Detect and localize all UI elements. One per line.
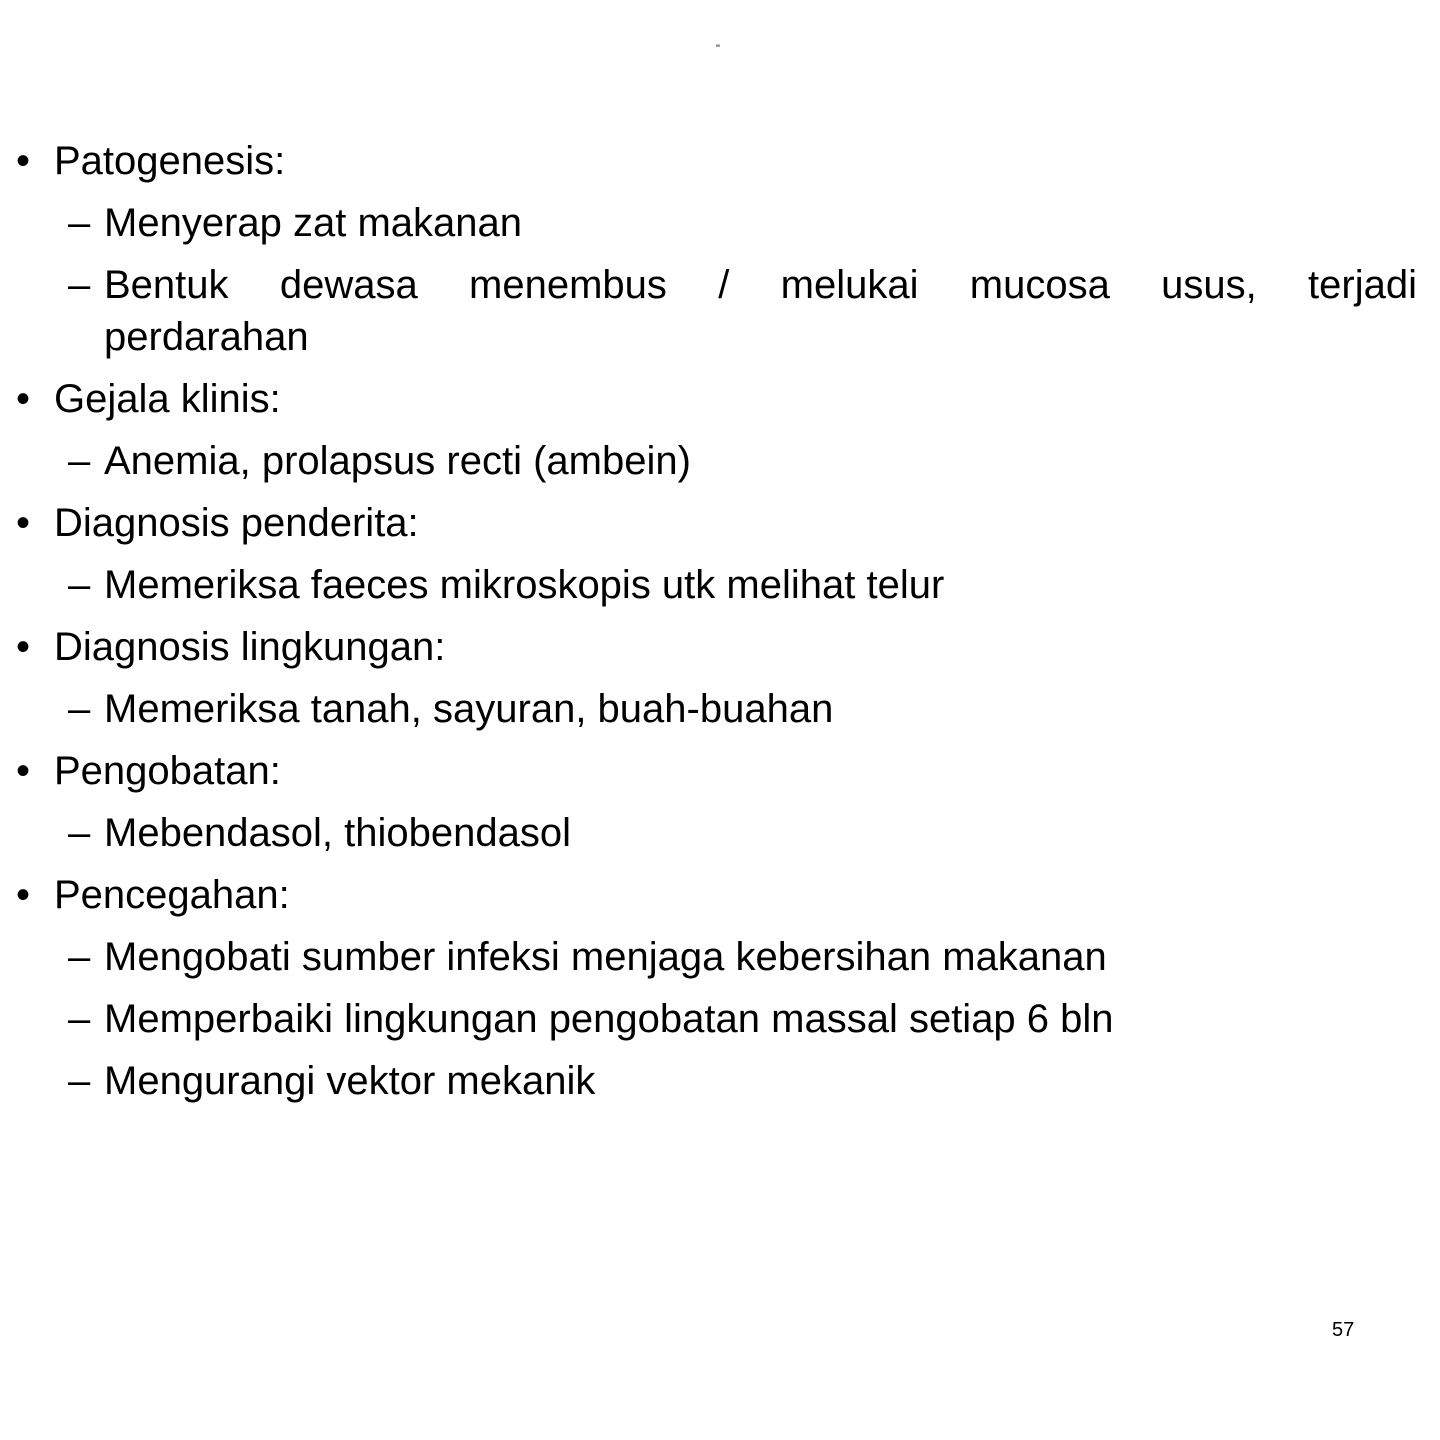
- bullet-icon: •: [15, 377, 30, 421]
- dash-icon: –: [68, 563, 91, 607]
- sub-item-text: Memeriksa tanah, sayuran, buah-buahan: [104, 687, 834, 731]
- bullet-label: Gejala klinis:: [54, 377, 281, 421]
- bullet-label: Diagnosis penderita:: [54, 501, 419, 545]
- sub-item-text: Mebendasol, thiobendasol: [104, 811, 572, 855]
- dash-icon: –: [68, 687, 91, 731]
- sub-item-text: Mengobati sumber infeksi menjaga kebersihan makanan: [104, 935, 1107, 979]
- dash-icon: –: [68, 439, 91, 483]
- bullet-label: Pencegahan:: [54, 873, 290, 917]
- dash-icon: –: [68, 1059, 91, 1103]
- dash-icon: –: [68, 811, 91, 855]
- bullet-label: Diagnosis lingkungan:: [54, 625, 446, 669]
- top-mark: ": [716, 43, 720, 55]
- dash-icon: –: [68, 201, 91, 245]
- dash-icon: –: [68, 935, 91, 979]
- bullet-icon: •: [15, 749, 30, 793]
- sub-item-text: Memeriksa faeces mikroskopis utk melihat telur: [104, 563, 945, 607]
- dash-icon: –: [68, 263, 91, 307]
- sub-item-text: Menyerap zat makanan: [104, 201, 523, 245]
- bullet-label: Pengobatan:: [54, 749, 281, 793]
- bullet-icon: •: [15, 501, 30, 545]
- bullet-icon: •: [15, 139, 30, 183]
- sub-item-text: Bentuk dewasa menembus / melukai mucosa usus, terjadi: [104, 263, 1417, 307]
- sub-item-text: Mengurangi vektor mekanik: [104, 1059, 596, 1103]
- page-number: 57: [1332, 1319, 1355, 1341]
- dash-icon: –: [68, 997, 91, 1041]
- bullet-icon: •: [15, 625, 30, 669]
- bullet-label: Patogenesis:: [54, 139, 286, 183]
- sub-item-text: Memperbaiki lingkungan pengobatan massal setiap 6 bln: [104, 997, 1114, 1041]
- sub-item-text: Anemia, prolapsus recti (ambein): [104, 439, 691, 483]
- bullet-icon: •: [15, 873, 30, 917]
- sub-item-text: perdarahan: [104, 315, 309, 359]
